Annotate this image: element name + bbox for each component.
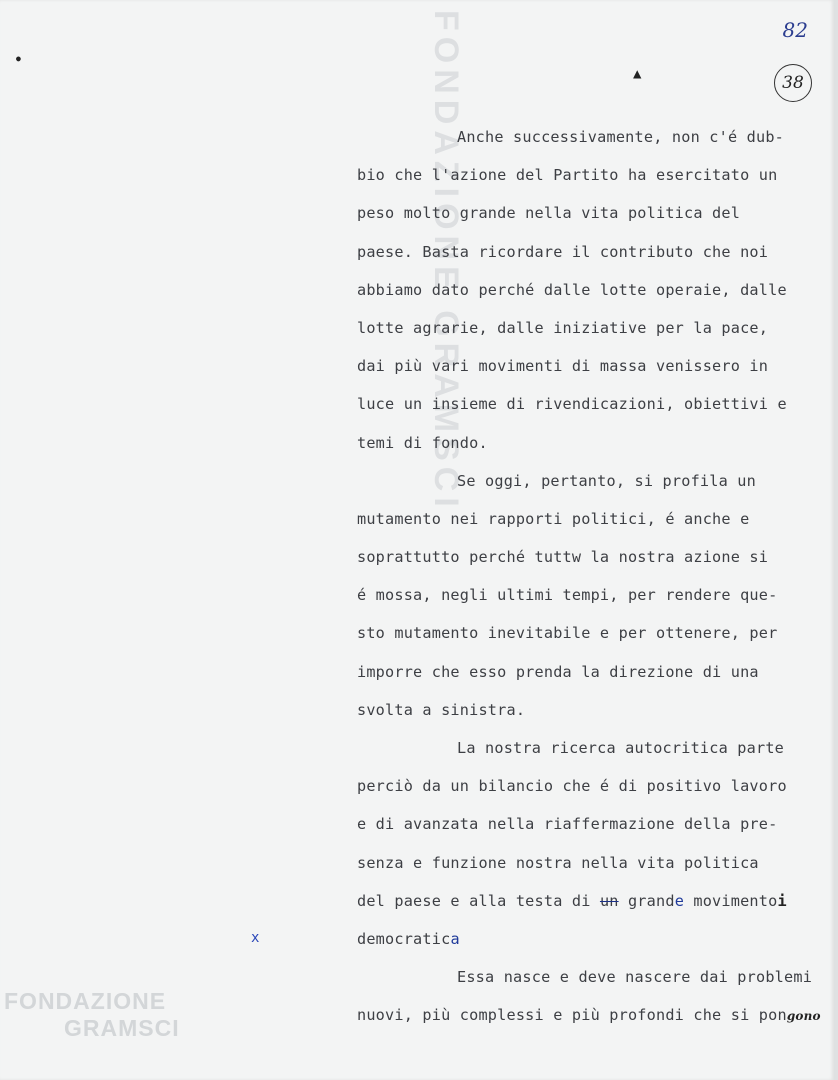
text-line: e di avanzata nella riaffermazione della pre- (357, 815, 778, 834)
text-fragment: movimento (693, 891, 778, 910)
logo-line-1: FONDAZIONE (4, 988, 167, 1014)
typed-text (357, 118, 821, 1035)
text-line: lotte agrarie, dalle iniziative per la pace, (357, 318, 769, 337)
text-line: temi di fondo. (357, 433, 488, 452)
text-line: imporre che esso prenda la direzione di una (357, 662, 759, 681)
folio-number: 82 (782, 18, 808, 42)
handwritten-continuation: gono (786, 1009, 821, 1024)
text-fragment: grand (627, 891, 675, 910)
text-line: Anche successivamente, non c'é dub- (457, 128, 785, 146)
text-fragment: del paese e alla testa di (357, 891, 591, 910)
text-line: dai più vari movimenti di massa venissero in (357, 357, 769, 376)
text-line: luce un insieme di rivendicazioni, obiettivi e (357, 395, 787, 414)
text-line: sto mutamento inevitabile e per ottenere, per (357, 624, 778, 643)
text-fragment: nuovi, più complessi e più profondi che si pon (357, 1006, 787, 1025)
circled-page-number: 38 (774, 64, 812, 102)
ink-mark: ▲ (633, 66, 642, 82)
text-line: Essa nasce e deve nascere dai problemi (457, 968, 813, 987)
text-line: La nostra ricerca autocritica parte (457, 739, 785, 757)
text-line: abbiamo dato perché dalle lotte operaie, dalle (357, 280, 787, 299)
margin-mark: x (251, 930, 260, 946)
text-line: peso molto grande nella vita politica del (357, 204, 741, 223)
text-line: é mossa, negli ultimi tempi, per rendere que- (357, 586, 778, 605)
text-line: Se oggi, pertanto, si profila un (457, 471, 756, 490)
text-line: senza e funzione nostra nella vita politica (357, 853, 759, 872)
text-line: bio che l'azione del Partito ha esercitato un (357, 166, 778, 185)
text-line-corrected (357, 920, 817, 958)
ink-dot: ● (16, 54, 21, 63)
text-line: paese. Basta ricordare il contributo che noi (357, 242, 769, 261)
handwritten-correction: i (777, 891, 787, 910)
handwritten-correction: a (450, 929, 460, 948)
text-line: soprattutto perché tuttw la nostra azione si (357, 548, 769, 567)
struck-word: un (599, 891, 619, 910)
text-fragment: democratic (357, 929, 451, 948)
logo-line-2: GRAMSCI (64, 1015, 180, 1041)
text-line: svolta a sinistra. (357, 700, 526, 719)
text-line: perciò da un bilancio che é di positivo lavoro (357, 777, 787, 796)
text-line: mutamento nei rapporti politici, é anche e (357, 509, 750, 528)
text-line-hyphenated (357, 996, 821, 1034)
text-line-corrected (357, 882, 817, 920)
vertical-watermark: FONDAZIONE GRAMSCI (427, 10, 465, 513)
handwritten-correction: e (674, 891, 685, 910)
archive-logo (4, 988, 180, 1042)
